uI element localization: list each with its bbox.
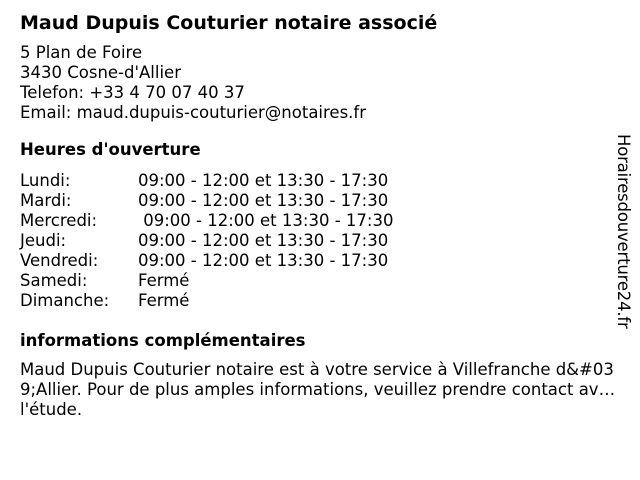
hours-row-sunday: [20, 291, 620, 311]
notary-name: Maud Dupuis Couturier notaire associé: [20, 12, 438, 34]
email-address: Email: maud.dupuis-couturier@notaires.fr: [20, 103, 367, 122]
day-hours: 09:00 - 12:00 et 13:30 - 17:30: [138, 211, 394, 230]
day-label: Mercredi:: [20, 211, 98, 230]
street-address: 5 Plan de Foire: [20, 43, 143, 62]
hours-row-saturday: [20, 271, 620, 291]
watermark-text: Horairesdouverture24.fr: [614, 134, 633, 329]
day-hours: 09:00 - 12:00 et 13:30 - 17:30: [138, 171, 389, 190]
day-hours: 09:00 - 12:00 et 13:30 - 17:30: [138, 251, 389, 270]
hours-row-thursday: [20, 231, 620, 251]
hours-row-friday: [20, 251, 620, 271]
day-label: Samedi:: [20, 271, 88, 290]
day-label: Lundi:: [20, 171, 71, 190]
city-address: 3430 Cosne-d'Allier: [20, 63, 181, 82]
phone-number: Telefon: +33 4 70 07 40 37: [20, 83, 245, 102]
hours-row-wednesday: [20, 211, 620, 231]
day-label: Dimanche:: [20, 291, 110, 310]
day-hours: Fermé: [138, 291, 190, 310]
opening-hours-table: [20, 171, 620, 311]
opening-hours-title: Heures d'ouverture: [20, 140, 201, 159]
additional-info-text: Maud Dupuis Couturier notaire est à votre service à Villefranche d&#039;Allier. Pour de plus amples informations, veuillez prendre contact avec l'étude.: [20, 360, 618, 419]
additional-info-title: informations complémentaires: [20, 331, 306, 350]
notary-card: [20, 10, 620, 419]
day-hours: Fermé: [138, 271, 190, 290]
day-hours: 09:00 - 12:00 et 13:30 - 17:30: [138, 191, 389, 210]
hours-row-tuesday: [20, 191, 620, 211]
day-label: Jeudi:: [20, 231, 67, 250]
day-label: Mardi:: [20, 191, 72, 210]
contact-block: [20, 43, 620, 123]
day-label: Vendredi:: [20, 251, 99, 270]
site-watermark: [612, 134, 634, 344]
hours-row-monday: [20, 171, 620, 191]
day-hours: 09:00 - 12:00 et 13:30 - 17:30: [138, 231, 389, 250]
